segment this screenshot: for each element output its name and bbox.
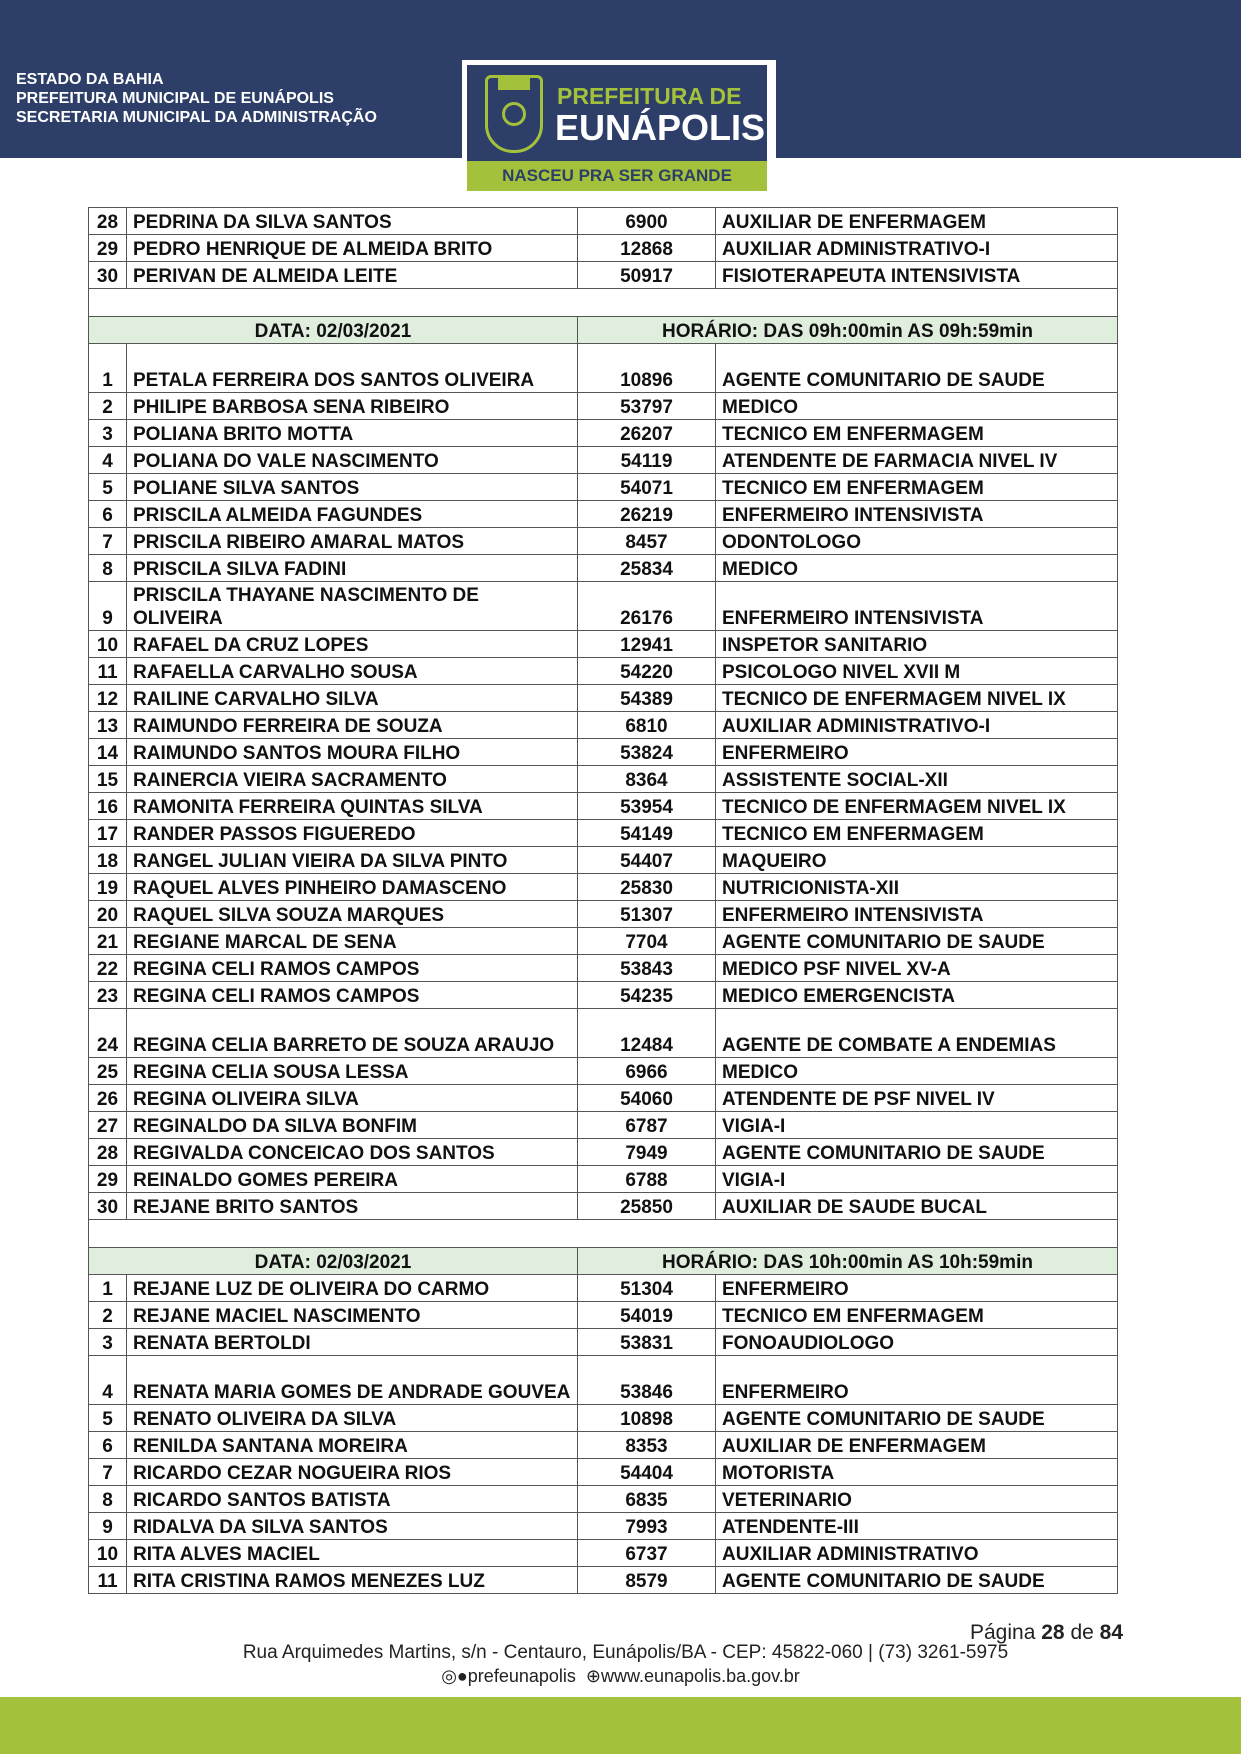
table-row	[89, 1329, 1118, 1356]
table-row	[89, 793, 1118, 820]
table-row	[89, 420, 1118, 447]
registration-number: 53843	[578, 955, 716, 982]
job-title: ENFERMEIRO	[716, 1275, 1118, 1302]
employee-name: RANGEL JULIAN VIEIRA DA SILVA PINTO	[127, 847, 578, 874]
job-title: ENFERMEIRO	[716, 1356, 1118, 1405]
row-number: 12	[89, 685, 127, 712]
job-title: ATENDENTE DE FARMACIA NIVEL IV	[716, 447, 1118, 474]
employee-name: POLIANA BRITO MOTTA	[127, 420, 578, 447]
employee-name: RENATA MARIA GOMES DE ANDRADE GOUVEA	[127, 1356, 578, 1405]
row-number: 2	[89, 393, 127, 420]
job-title: AUXILIAR DE ENFERMAGEM	[716, 208, 1118, 235]
section-time: HORÁRIO: DAS 10h:00min AS 10h:59min	[578, 1248, 1118, 1275]
job-title: ENFERMEIRO	[716, 739, 1118, 766]
row-number: 10	[89, 1540, 127, 1567]
employee-name: RAINERCIA VIEIRA SACRAMENTO	[127, 766, 578, 793]
row-number: 8	[89, 555, 127, 582]
coat-of-arms-icon	[485, 75, 543, 153]
table-row	[89, 1432, 1118, 1459]
job-title: ATENDENTE-III	[716, 1513, 1118, 1540]
employee-name: PHILIPE BARBOSA SENA RIBEIRO	[127, 393, 578, 420]
schedule-table	[88, 207, 1118, 1594]
employee-name: RAILINE CARVALHO SILVA	[127, 685, 578, 712]
job-title: AUXILIAR ADMINISTRATIVO-I	[716, 235, 1118, 262]
employee-name: RENATA BERTOLDI	[127, 1329, 578, 1356]
table-row	[89, 766, 1118, 793]
table-row	[89, 1058, 1118, 1085]
row-number: 30	[89, 1193, 127, 1220]
table-row	[89, 820, 1118, 847]
employee-name: PRISCILA SILVA FADINI	[127, 555, 578, 582]
job-title: ODONTOLOGO	[716, 528, 1118, 555]
section-header-row	[89, 1248, 1118, 1275]
table-row	[89, 1166, 1118, 1193]
employee-name: PEDRINA DA SILVA SANTOS	[127, 208, 578, 235]
row-number: 17	[89, 820, 127, 847]
job-title: ASSISTENTE SOCIAL-XII	[716, 766, 1118, 793]
page-of: de	[1070, 1621, 1094, 1644]
job-title: AUXILIAR ADMINISTRATIVO	[716, 1540, 1118, 1567]
registration-number: 12484	[578, 1009, 716, 1058]
row-number: 30	[89, 262, 127, 289]
registration-number: 54389	[578, 685, 716, 712]
job-title: INSPETOR SANITARIO	[716, 631, 1118, 658]
registration-number: 6900	[578, 208, 716, 235]
table-row	[89, 474, 1118, 501]
job-title: VETERINARIO	[716, 1486, 1118, 1513]
employee-name: POLIANE SILVA SANTOS	[127, 474, 578, 501]
job-title: ENFERMEIRO INTENSIVISTA	[716, 582, 1118, 631]
table-row	[89, 447, 1118, 474]
job-title: NUTRICIONISTA-XII	[716, 874, 1118, 901]
registration-number: 26176	[578, 582, 716, 631]
table-row	[89, 1567, 1118, 1594]
table-row	[89, 344, 1118, 393]
table-row	[89, 1405, 1118, 1432]
registration-number: 26219	[578, 501, 716, 528]
row-number: 1	[89, 344, 127, 393]
employee-name: RICARDO SANTOS BATISTA	[127, 1486, 578, 1513]
row-number: 22	[89, 955, 127, 982]
row-number: 10	[89, 631, 127, 658]
table-row	[89, 1085, 1118, 1112]
employee-name: REGIVALDA CONCEICAO DOS SANTOS	[127, 1139, 578, 1166]
table-row	[89, 874, 1118, 901]
employee-name: RICARDO CEZAR NOGUEIRA RIOS	[127, 1459, 578, 1486]
employee-name: REJANE MACIEL NASCIMENTO	[127, 1302, 578, 1329]
job-title: ENFERMEIRO INTENSIVISTA	[716, 501, 1118, 528]
registration-number: 53797	[578, 393, 716, 420]
registration-number: 10898	[578, 1405, 716, 1432]
employee-name: REGINALDO DA SILVA BONFIM	[127, 1112, 578, 1139]
table-row	[89, 847, 1118, 874]
page-label: Página	[970, 1621, 1036, 1644]
employee-name: RENATO OLIVEIRA DA SILVA	[127, 1405, 578, 1432]
table-row	[89, 685, 1118, 712]
employee-name: REGINA OLIVEIRA SILVA	[127, 1085, 578, 1112]
registration-number: 6787	[578, 1112, 716, 1139]
section-date: DATA: 02/03/2021	[89, 1248, 578, 1275]
row-number: 6	[89, 501, 127, 528]
employee-name: RAFAELLA CARVALHO SOUSA	[127, 658, 578, 685]
row-number: 29	[89, 1166, 127, 1193]
job-title: MOTORISTA	[716, 1459, 1118, 1486]
job-title: TECNICO DE ENFERMAGEM NIVEL IX	[716, 793, 1118, 820]
table-row	[89, 1009, 1118, 1058]
employee-name: REJANE LUZ DE OLIVEIRA DO CARMO	[127, 1275, 578, 1302]
row-number: 1	[89, 1275, 127, 1302]
footer-social	[0, 1666, 1241, 1687]
job-title: MEDICO	[716, 393, 1118, 420]
table-row	[89, 555, 1118, 582]
table-row	[89, 739, 1118, 766]
table-row	[89, 393, 1118, 420]
table-row	[89, 1540, 1118, 1567]
job-title: MAQUEIRO	[716, 847, 1118, 874]
table-row	[89, 982, 1118, 1009]
job-title: AUXILIAR DE SAUDE BUCAL	[716, 1193, 1118, 1220]
registration-number: 53954	[578, 793, 716, 820]
job-title: VIGIA-I	[716, 1166, 1118, 1193]
spacer-row	[89, 289, 1118, 317]
employee-name: RAFAEL DA CRUZ LOPES	[127, 631, 578, 658]
registration-number: 54071	[578, 474, 716, 501]
job-title: AGENTE COMUNITARIO DE SAUDE	[716, 1405, 1118, 1432]
registration-number: 7993	[578, 1513, 716, 1540]
row-number: 27	[89, 1112, 127, 1139]
row-number: 21	[89, 928, 127, 955]
section-date: DATA: 02/03/2021	[89, 317, 578, 344]
table-row	[89, 1486, 1118, 1513]
registration-number: 54404	[578, 1459, 716, 1486]
org-line: SECRETARIA MUNICIPAL DA ADMINISTRAÇÃO	[16, 109, 377, 126]
row-number: 15	[89, 766, 127, 793]
table-row	[89, 262, 1118, 289]
job-title: TECNICO EM ENFERMAGEM	[716, 420, 1118, 447]
registration-number: 7704	[578, 928, 716, 955]
employee-name: PRISCILA THAYANE NASCIMENTO DE OLIVEIRA	[127, 582, 578, 631]
logo-text-1: PREFEITURA DE	[557, 83, 742, 109]
registration-number: 12868	[578, 235, 716, 262]
registration-number: 25830	[578, 874, 716, 901]
employee-name: RITA ALVES MACIEL	[127, 1540, 578, 1567]
registration-number: 54019	[578, 1302, 716, 1329]
table-row	[89, 582, 1118, 631]
job-title: MEDICO PSF NIVEL XV-A	[716, 955, 1118, 982]
table-row	[89, 955, 1118, 982]
globe-icon: ⊕	[585, 1666, 601, 1686]
row-number: 16	[89, 793, 127, 820]
table-row	[89, 631, 1118, 658]
row-number: 24	[89, 1009, 127, 1058]
employee-name: REGINA CELIA SOUSA LESSA	[127, 1058, 578, 1085]
row-number: 8	[89, 1486, 127, 1513]
table-row	[89, 901, 1118, 928]
job-title: TECNICO EM ENFERMAGEM	[716, 1302, 1118, 1329]
employee-name: PRISCILA ALMEIDA FAGUNDES	[127, 501, 578, 528]
job-title: AGENTE COMUNITARIO DE SAUDE	[716, 344, 1118, 393]
registration-number: 8353	[578, 1432, 716, 1459]
org-line: ESTADO DA BAHIA	[16, 71, 164, 88]
job-title: TECNICO EM ENFERMAGEM	[716, 820, 1118, 847]
employee-name: REJANE BRITO SANTOS	[127, 1193, 578, 1220]
row-number: 13	[89, 712, 127, 739]
table-row	[89, 208, 1118, 235]
registration-number: 53846	[578, 1356, 716, 1405]
section-header-row	[89, 317, 1118, 344]
row-number: 4	[89, 1356, 127, 1405]
job-title: AGENTE DE COMBATE A ENDEMIAS	[716, 1009, 1118, 1058]
employee-name: POLIANA DO VALE NASCIMENTO	[127, 447, 578, 474]
job-title: PSICOLOGO NIVEL XVII M	[716, 658, 1118, 685]
job-title: AGENTE COMUNITARIO DE SAUDE	[716, 1139, 1118, 1166]
employee-name: REGIANE MARCAL DE SENA	[127, 928, 578, 955]
employee-name: PEDRO HENRIQUE DE ALMEIDA BRITO	[127, 235, 578, 262]
employee-name: RAIMUNDO FERREIRA DE SOUZA	[127, 712, 578, 739]
registration-number: 10896	[578, 344, 716, 393]
table-row	[89, 1513, 1118, 1540]
job-title: MEDICO	[716, 1058, 1118, 1085]
row-number: 11	[89, 1567, 127, 1594]
table-row	[89, 1275, 1118, 1302]
job-title: FONOAUDIOLOGO	[716, 1329, 1118, 1356]
row-number: 9	[89, 1513, 127, 1540]
job-title: MEDICO	[716, 555, 1118, 582]
row-number: 20	[89, 901, 127, 928]
social-handle: prefeunapolis	[467, 1666, 576, 1686]
row-number: 2	[89, 1302, 127, 1329]
row-number: 3	[89, 420, 127, 447]
instagram-icon: ◎	[441, 1666, 457, 1686]
employee-name: RENILDA SANTANA MOREIRA	[127, 1432, 578, 1459]
registration-number: 53831	[578, 1329, 716, 1356]
employee-name: REGINA CELIA BARRETO DE SOUZA ARAUJO	[127, 1009, 578, 1058]
table-row	[89, 235, 1118, 262]
row-number: 5	[89, 474, 127, 501]
logo-tagline: NASCEU PRA SER GRANDE	[467, 161, 767, 191]
row-number: 6	[89, 1432, 127, 1459]
registration-number: 8579	[578, 1567, 716, 1594]
job-title: MEDICO EMERGENCISTA	[716, 982, 1118, 1009]
registration-number: 26207	[578, 420, 716, 447]
row-number: 19	[89, 874, 127, 901]
job-title: AUXILIAR ADMINISTRATIVO-I	[716, 712, 1118, 739]
row-number: 9	[89, 582, 127, 631]
row-number: 26	[89, 1085, 127, 1112]
employee-name: RAQUEL SILVA SOUZA MARQUES	[127, 901, 578, 928]
employee-name: PERIVAN DE ALMEIDA LEITE	[127, 262, 578, 289]
footer-band	[0, 1697, 1241, 1754]
table-row	[89, 1193, 1118, 1220]
job-title: TECNICO EM ENFERMAGEM	[716, 474, 1118, 501]
footer-address: Rua Arquimedes Martins, s/n - Centauro, Eunápolis/BA - CEP: 45822-060 | (73) 3261-5975	[242, 1642, 1009, 1663]
table-row	[89, 1302, 1118, 1329]
employee-name: REGINA CELI RAMOS CAMPOS	[127, 982, 578, 1009]
spacer-cell	[89, 1220, 1118, 1248]
employee-name: REGINA CELI RAMOS CAMPOS	[127, 955, 578, 982]
job-title: ATENDENTE DE PSF NIVEL IV	[716, 1085, 1118, 1112]
job-title: AUXILIAR DE ENFERMAGEM	[716, 1432, 1118, 1459]
org-line: PREFEITURA MUNICIPAL DE EUNÁPOLIS	[16, 90, 334, 107]
table-row	[89, 501, 1118, 528]
registration-number: 54407	[578, 847, 716, 874]
table-row	[89, 1139, 1118, 1166]
organization-info	[16, 70, 377, 127]
registration-number: 7949	[578, 1139, 716, 1166]
table-row	[89, 658, 1118, 685]
employee-name: RANDER PASSOS FIGUEREDO	[127, 820, 578, 847]
job-title: ENFERMEIRO INTENSIVISTA	[716, 901, 1118, 928]
page-total: 84	[1099, 1621, 1123, 1644]
employee-name: RIDALVA DA SILVA SANTOS	[127, 1513, 578, 1540]
logo-text-2: EUNÁPOLIS	[555, 107, 766, 148]
table-row	[89, 928, 1118, 955]
registration-number: 51307	[578, 901, 716, 928]
registration-number: 6835	[578, 1486, 716, 1513]
row-number: 4	[89, 447, 127, 474]
table-row	[89, 528, 1118, 555]
employee-name: RAMONITA FERREIRA QUINTAS SILVA	[127, 793, 578, 820]
registration-number: 54235	[578, 982, 716, 1009]
table-row	[89, 712, 1118, 739]
job-title: TECNICO DE ENFERMAGEM NIVEL IX	[716, 685, 1118, 712]
row-number: 28	[89, 208, 127, 235]
page-current: 28	[1041, 1621, 1065, 1644]
registration-number: 8364	[578, 766, 716, 793]
registration-number: 8457	[578, 528, 716, 555]
registration-number: 6788	[578, 1166, 716, 1193]
row-number: 11	[89, 658, 127, 685]
row-number: 7	[89, 528, 127, 555]
website-link[interactable]: www.eunapolis.ba.gov.br	[601, 1666, 800, 1686]
registration-number: 51304	[578, 1275, 716, 1302]
row-number: 5	[89, 1405, 127, 1432]
registration-number: 6810	[578, 712, 716, 739]
employee-name: PRISCILA RIBEIRO AMARAL MATOS	[127, 528, 578, 555]
job-title: AGENTE COMUNITARIO DE SAUDE	[716, 1567, 1118, 1594]
employee-name: RITA CRISTINA RAMOS MENEZES LUZ	[127, 1567, 578, 1594]
registration-number: 53824	[578, 739, 716, 766]
row-number: 28	[89, 1139, 127, 1166]
row-number: 14	[89, 739, 127, 766]
registration-number: 50917	[578, 262, 716, 289]
table-row	[89, 1459, 1118, 1486]
job-title: FISIOTERAPEUTA INTENSIVISTA	[716, 262, 1118, 289]
employee-name: REINALDO GOMES PEREIRA	[127, 1166, 578, 1193]
prefeitura-logo	[462, 60, 776, 192]
registration-number: 54149	[578, 820, 716, 847]
employee-name: RAIMUNDO SANTOS MOURA FILHO	[127, 739, 578, 766]
spacer-cell	[89, 289, 1118, 317]
employee-name: RAQUEL ALVES PINHEIRO DAMASCENO	[127, 874, 578, 901]
registration-number: 12941	[578, 631, 716, 658]
registration-number: 25850	[578, 1193, 716, 1220]
row-number: 18	[89, 847, 127, 874]
row-number: 25	[89, 1058, 127, 1085]
employee-name: PETALA FERREIRA DOS SANTOS OLIVEIRA	[127, 344, 578, 393]
job-title: AGENTE COMUNITARIO DE SAUDE	[716, 928, 1118, 955]
spacer-row	[89, 1220, 1118, 1248]
job-title: VIGIA-I	[716, 1112, 1118, 1139]
registration-number: 6966	[578, 1058, 716, 1085]
row-number: 3	[89, 1329, 127, 1356]
row-number: 7	[89, 1459, 127, 1486]
table-row	[89, 1356, 1118, 1405]
registration-number: 54060	[578, 1085, 716, 1112]
section-time: HORÁRIO: DAS 09h:00min AS 09h:59min	[578, 317, 1118, 344]
registration-number: 54119	[578, 447, 716, 474]
registration-number: 6737	[578, 1540, 716, 1567]
facebook-icon: ●	[456, 1666, 468, 1686]
row-number: 23	[89, 982, 127, 1009]
table-row	[89, 1112, 1118, 1139]
registration-number: 25834	[578, 555, 716, 582]
row-number: 29	[89, 235, 127, 262]
registration-number: 54220	[578, 658, 716, 685]
